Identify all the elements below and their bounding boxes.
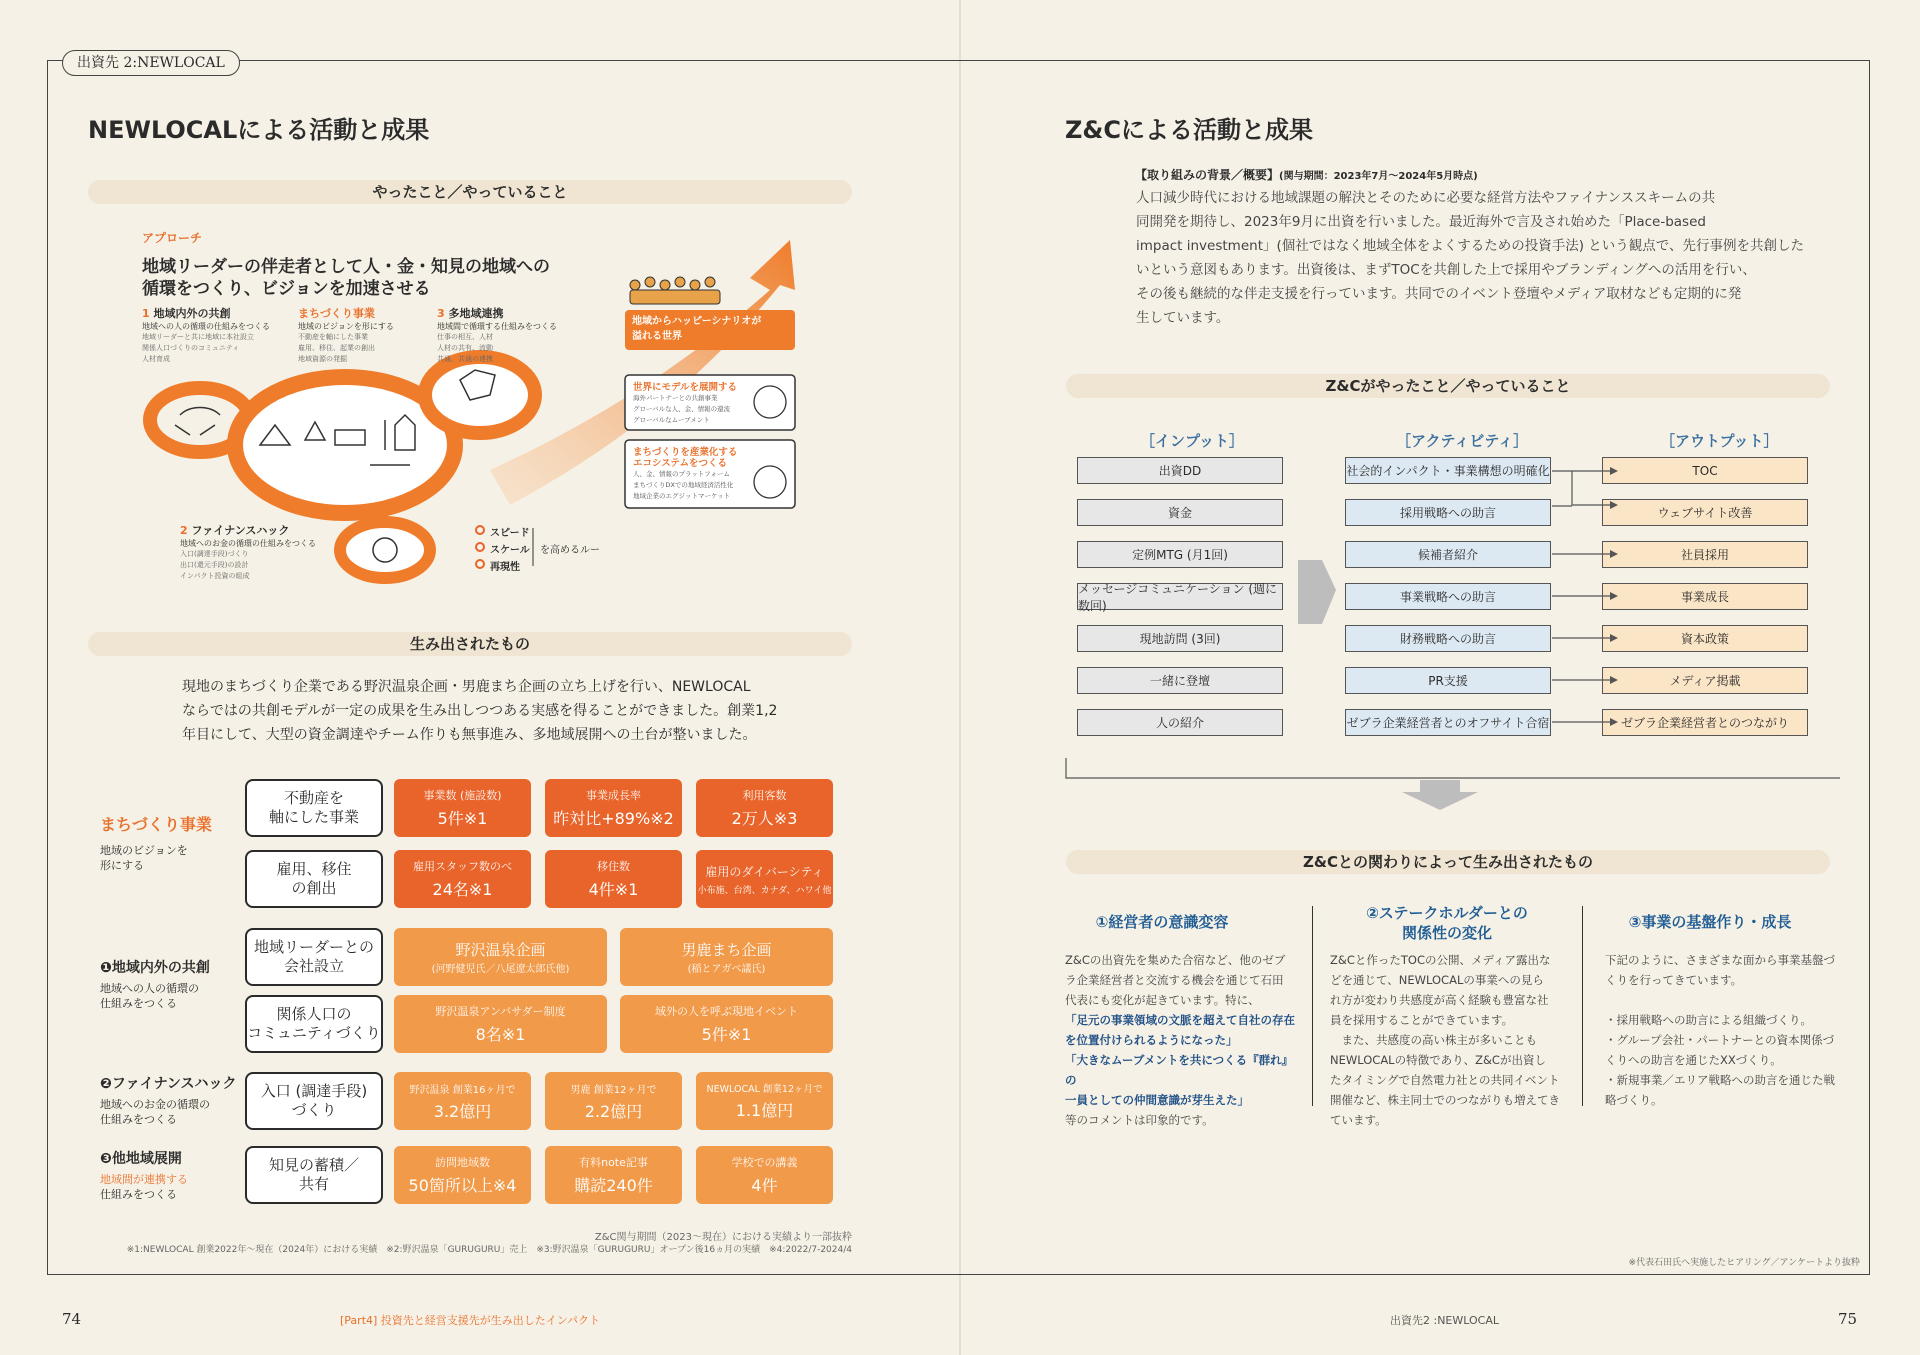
left-running-footer: [Part4] 投資先と経営支援先が生み出したインパクト xyxy=(340,1314,601,1327)
cell-3-1 xyxy=(394,928,607,986)
r3-line-3 xyxy=(1605,990,1835,1010)
eco-title-1: まちづくりを産業化する xyxy=(633,447,738,458)
output-box-2: ウェブサイト改善 xyxy=(1602,499,1808,526)
cell-1-3 xyxy=(696,779,833,837)
side-k1-s1: 地域への人の循環の xyxy=(100,982,199,995)
left-page-number: 74 xyxy=(62,1310,82,1328)
cell-2-1-title: 雇用スタッフ数のべ xyxy=(413,860,512,873)
cell-3-2-title: 男鹿まち企画 xyxy=(681,941,772,959)
cell-5-1 xyxy=(394,1072,531,1130)
cell-5-3 xyxy=(696,1072,833,1130)
bg-line-6: 生しています。 xyxy=(1136,310,1230,326)
col-output-header: ［アウトプット］ xyxy=(1660,432,1779,450)
background-heading xyxy=(1135,166,1478,183)
side-k2 xyxy=(100,1073,236,1127)
r2-line-7: たタイミングで自然電力社との共同イベント xyxy=(1330,1073,1560,1087)
r3-line-5: ・グループ会社・パートナーとの資本関係づ xyxy=(1605,1033,1835,1047)
r3-line-4: ・採用戦略への助言による組織づくり。 xyxy=(1605,1013,1812,1027)
cell-6-1-title: 訪問地域数 xyxy=(435,1156,490,1169)
eco-l3: 地域企業のエグジットマーケット xyxy=(633,492,731,500)
right-running-footer: 出資先2 :NEWLOCAL xyxy=(1390,1314,1499,1327)
r2-line-1: Z&Cと作ったTOCの公開、メディア露出な xyxy=(1330,953,1551,967)
r1-line-3: 代表にも変化が起きています。特に、 xyxy=(1065,993,1260,1007)
item2-no: 2 xyxy=(180,524,188,537)
r1-line-2: ラ企業経営者と交流する機会を通じて石田 xyxy=(1065,973,1284,987)
item2-l2: 出口(還元手段)の設計 xyxy=(180,561,249,569)
eco-l1: 人、金、情報のプラットフォーム xyxy=(633,470,730,478)
eco-text xyxy=(633,447,737,502)
item3-l3: 共通、共通の連携 xyxy=(437,355,493,363)
world-l1: 海外パートナーとの共創事業 xyxy=(633,394,718,402)
bg-line-2: 同開発を期待し、2023年9月に出資を行いました。最近海外で言及され始めた「Place-based xyxy=(1136,214,1706,230)
result-3-body xyxy=(1605,950,1835,1110)
item3-sub: 地域間で循環する仕組みをつくる xyxy=(437,322,557,331)
activity-box-2: 採用戦略への助言 xyxy=(1345,499,1551,526)
side-k2-title: ❷ファイナンスハック xyxy=(100,1076,237,1092)
left-footnote-1: Z&C関与期間（2023〜現在）における実績より一部抜粋 xyxy=(594,1232,852,1243)
r2-line-8: 開催など、株主同士でのつながりも増えてき xyxy=(1330,1093,1560,1107)
para-line-2: ならではの共創モデルが一定の成果を生み出しつつある実感を得ることができました。創業1,2 xyxy=(182,703,778,719)
side-machi xyxy=(100,812,212,873)
cell-4-2-title: 域外の人を呼ぶ現地イベント xyxy=(655,1005,798,1018)
r2-line-5: また、共感度の高い株主が多いことも xyxy=(1330,1033,1537,1047)
r1-quote-2b: 一員としての仲間意識が芽生えた」 xyxy=(1065,1093,1249,1107)
section-tag: 出資先 2:NEWLOCAL xyxy=(62,50,240,76)
cell-4-2-value: 5件※1 xyxy=(701,1025,752,1044)
r3-line-8: 略づくり。 xyxy=(1605,1093,1663,1107)
item-machi-l1: 不動産を軸にした事業 xyxy=(298,333,368,341)
approach-item-2 xyxy=(180,525,316,582)
r3-line-6: くりへの助言を通じたXXづくり。 xyxy=(1605,1053,1782,1067)
bg-line-3: impact investment」(個社ではなく地域全体をよくするための投資手法) という観点で、先行事例を共創した xyxy=(1136,238,1805,254)
r3-line-7: ・新規事業／エリア戦略への助言を通じた戦 xyxy=(1605,1073,1835,1087)
cell-1-3-title: 利用客数 xyxy=(742,789,787,802)
side-machi-s2: 形にする xyxy=(100,859,144,872)
side-k3 xyxy=(100,1148,188,1202)
cell-2-3-value: 小布施、台湾、カナダ、ハワイ他 xyxy=(697,885,832,896)
output-box-7: ゼブラ企業経営者とのつながり xyxy=(1602,709,1808,736)
cell-1-1-title: 事業数 (施設数) xyxy=(423,789,502,802)
loop-right xyxy=(425,357,535,433)
input-box-4: メッセージコミュニケーション (週に数回) xyxy=(1077,583,1283,610)
bg-line-5: その後も継続的な伴走支援を行っています。共同でのイベント登壇やメディア取材なども定期的に発 xyxy=(1136,286,1742,302)
left-footnote-2: ※1:NEWLOCAL 創業2022年〜現在（2024年）における実績 ※2:野沢温泉「GURUGURU」売上 ※3:野沢温泉「GURUGURU」オープン後16ヵ月の実績 ※4:2022/7-2024/4 xyxy=(126,1245,852,1255)
cell-2-2 xyxy=(545,850,682,908)
input-box-1: 出資DD xyxy=(1077,457,1283,484)
item1-title: 地域内外の共創 xyxy=(153,307,231,320)
r1-quote-1a: 「足元の事業領域の文脈を超えて自社の存在 xyxy=(1065,1013,1295,1027)
side-k1-s2: 仕組みをつくる xyxy=(100,997,177,1010)
cell-1-2 xyxy=(545,779,682,837)
cell-5-2-value: 2.2億円 xyxy=(584,1101,643,1121)
item3-title: 多地域連携 xyxy=(448,307,504,320)
cell-6-1 xyxy=(394,1146,531,1204)
item1-l2: 関係人口づくりのコミュニティ xyxy=(142,344,240,352)
happy-line-2: 溢れる世界 xyxy=(632,331,682,342)
cell-3-2-value: (稲とアガベ議氏) xyxy=(687,964,766,975)
flow-connectors xyxy=(1060,440,1840,830)
bg-line-4: いという意図もあります。出資後は、まずTOCを共創した上で採用やブランディングへの活用を行い、 xyxy=(1136,262,1756,278)
result-2-body xyxy=(1330,950,1560,1130)
approach-item-3 xyxy=(437,308,557,365)
result-1-heading: ①経営者の意識変容 xyxy=(1095,913,1229,931)
r1-quote-1b: を位置付けられるようになった」 xyxy=(1065,1033,1238,1047)
approach-label: アプローチ xyxy=(142,231,203,245)
activity-box-4: 事業戦略への助言 xyxy=(1345,583,1551,610)
side-k3-s1: 地域間が連携する xyxy=(100,1173,188,1186)
cell-2-3 xyxy=(696,850,833,908)
cell-1-1-value: 5件※1 xyxy=(437,809,488,828)
activity-box-7: ゼブラ企業経営者とのオフサイト合宿 xyxy=(1345,709,1551,736)
side-k2-s1: 地域へのお金の循環の xyxy=(100,1098,210,1111)
item-machi-sub: 地域のビジョンを形にする xyxy=(298,322,394,331)
item1-l3: 人材育成 xyxy=(142,355,170,363)
r3-line-1: 下記のように、さまざまな面から事業基盤づ xyxy=(1605,953,1835,967)
r2-line-4: 員を採用することができています。 xyxy=(1330,1013,1514,1027)
happy-text xyxy=(632,314,761,344)
quality-repro: 再現性 xyxy=(490,562,520,573)
col-input-header: ［インプット］ xyxy=(1140,432,1244,450)
cell-6-3 xyxy=(696,1146,833,1204)
col-activity-header: ［アクティビティ］ xyxy=(1396,432,1529,450)
cell-3-2 xyxy=(620,928,833,986)
cell-6-2-value: 購読240件 xyxy=(574,1176,653,1195)
side-machi-title: まちづくり事業 xyxy=(100,815,212,834)
cell-6-1-value: 50箇所以上※4 xyxy=(408,1176,517,1195)
item1-l1: 地域リーダーと共に地域に本社設立 xyxy=(142,333,254,341)
output-box-4: 事業成長 xyxy=(1602,583,1808,610)
input-box-3: 定例MTG (月1回) xyxy=(1077,541,1283,568)
side-k1-title: ❶地域内外の共創 xyxy=(100,960,210,976)
activity-box-5: 財務戦略への助言 xyxy=(1345,625,1551,652)
cell-4-2 xyxy=(620,995,833,1053)
col-divider-2 xyxy=(1582,906,1583,1106)
cell-6-2 xyxy=(545,1146,682,1204)
activity-box-3: 候補者紹介 xyxy=(1345,541,1551,568)
left-section1-header: やったこと／やっていること xyxy=(88,180,852,204)
cell-4-1 xyxy=(394,995,607,1053)
cell-5-2 xyxy=(545,1072,682,1130)
bg-head: 【取り組みの背景／概要】 xyxy=(1135,168,1280,182)
right-page-title: Z&Cによる活動と成果 xyxy=(1065,116,1313,144)
cell-1-2-title: 事業成長率 xyxy=(586,789,641,802)
side-machi-s1: 地域のビジョンを xyxy=(100,844,188,857)
r2-line-6: NEWLOCALの特徴であり、Z&Cが出資し xyxy=(1330,1053,1546,1067)
flow-arrow-down xyxy=(1402,780,1478,810)
cell-5-3-value: 1.1億円 xyxy=(735,1101,794,1120)
activity-box-1: 社会的インパクト・事業構想の明確化 xyxy=(1345,457,1551,484)
cell-2-2-title: 移住数 xyxy=(597,860,630,873)
cell-6-2-title: 有料note記事 xyxy=(579,1156,648,1169)
activity-box-6: PR支援 xyxy=(1345,667,1551,694)
output-box-3: 社員採用 xyxy=(1602,541,1808,568)
cell-6-3-title: 学校での講義 xyxy=(731,1156,798,1169)
world-title: 世界にモデルを展開する xyxy=(633,382,738,393)
input-box-2: 資金 xyxy=(1077,499,1283,526)
item-machi-l2: 雇用、移住、起業の創出 xyxy=(298,344,375,352)
r1-end: 等のコメントは印象的です。 xyxy=(1065,1113,1214,1127)
r3-line-2: くりを行ってきています。 xyxy=(1605,973,1743,987)
r1-line-1: Z&Cの出資先を集めた合宿など、他のゼブ xyxy=(1065,953,1286,967)
r2-heading-1: ②ステークホルダーとの xyxy=(1366,904,1528,922)
col-divider-1 xyxy=(1312,906,1313,1106)
row-label-4: 関係人口の コミュニティづくり xyxy=(245,995,383,1053)
output-box-5: 資本政策 xyxy=(1602,625,1808,652)
cell-3-1-title: 野沢温泉企画 xyxy=(455,941,546,959)
cell-2-1 xyxy=(394,850,531,908)
r2-line-3: れ方が変わり共感度が高く経験も豊富な社 xyxy=(1330,993,1549,1007)
flow-arrow-right xyxy=(1298,560,1336,624)
right-footnote: ※代表石田氏へ実施したヒアリング／アンケートより抜粋 xyxy=(1628,1258,1860,1268)
loop-bottom xyxy=(340,522,430,578)
quality-scale: スケール xyxy=(490,545,530,556)
cell-5-2-title: 男鹿 創業12ヶ月で xyxy=(570,1084,657,1096)
item2-l1: 入口(調達手段)づくり xyxy=(180,550,249,558)
item3-no: 3 xyxy=(437,307,445,320)
r2-heading-2: 関係性の変化 xyxy=(1401,924,1492,942)
approach-item-1 xyxy=(142,308,270,365)
input-box-7: 人の紹介 xyxy=(1077,709,1283,736)
cell-2-1-value: 24名※1 xyxy=(432,880,493,899)
row-label-1: 不動産を 軸にした事業 xyxy=(245,779,383,837)
left-page-title: NEWLOCALによる活動と成果 xyxy=(88,116,430,144)
r1-quote-2a: 「大きなムーブメントを共につくる『群れ』の xyxy=(1065,1053,1294,1087)
world-l2: グローバルな人、金、情報の還流 xyxy=(633,405,731,413)
background-paragraph xyxy=(1136,186,1804,330)
result-3-heading: ③事業の基盤作り・成長 xyxy=(1628,913,1792,931)
para-line-3: 年目にして、大型の資金調達やチーム作りも無事進み、多地域展開への土台が整いました。 xyxy=(182,727,757,743)
result-1-body xyxy=(1065,950,1295,1130)
side-k3-s2: 仕組みをつくる xyxy=(100,1188,177,1201)
approach-headline-1: 地域リーダーの伴走者として人・金・知見の地域への xyxy=(142,257,550,277)
eco-l2: まちづくりDXでの地域経済活性化 xyxy=(633,481,734,489)
bg-period: (関与期間：2023年7月〜2024年5月時点) xyxy=(1279,171,1478,182)
r2-line-9: ています。 xyxy=(1330,1113,1387,1127)
world-text xyxy=(633,382,737,426)
bg-line-1: 人口減少時代における地域課題の解決とそのために必要な経営方法やファイナンススキームの共 xyxy=(1136,190,1716,206)
left-section2-header: 生み出されたもの xyxy=(88,632,852,656)
input-box-5: 現地訪問 (3回) xyxy=(1077,625,1283,652)
raise-text: を高めるルー xyxy=(540,545,600,556)
item2-title: ファイナンスハック xyxy=(191,524,290,537)
approach-headline-2: 循環をつくり、ビジョンを加速させる xyxy=(142,279,431,299)
cell-3-1-value: (河野健児氏／八尾遼太郎氏他) xyxy=(431,964,570,975)
r2-line-2: どを通じて、NEWLOCALの事業への見ら xyxy=(1330,973,1544,987)
left-paragraph xyxy=(182,675,777,747)
row-label-6: 知見の蓄積／ 共有 xyxy=(245,1146,383,1204)
item-machi-l3: 地域資源の発掘 xyxy=(298,355,347,363)
quality-speed: スピード xyxy=(490,528,530,539)
right-section2-header: Z&Cとの関わりによって生み出されたもの xyxy=(1066,850,1830,874)
output-box-1: TOC xyxy=(1602,457,1808,484)
para-line-1: 現地のまちづくり企業である野沢温泉企画・男鹿まち企画の立ち上げを行い、NEWLOCAL xyxy=(182,679,751,695)
approach-item-machi xyxy=(298,308,394,365)
cell-1-1 xyxy=(394,779,531,837)
row-label-5: 入口 (調達手段) づくり xyxy=(245,1072,383,1130)
cell-5-1-value: 3.2億円 xyxy=(433,1101,492,1121)
row-label-3: 地域リーダーとの 会社設立 xyxy=(245,928,383,986)
side-k1 xyxy=(100,957,210,1011)
item3-l1: 仕事の相互、人材 xyxy=(437,333,493,341)
row-label-2: 雇用、移住 の創出 xyxy=(245,850,383,908)
item1-no: 1 xyxy=(142,307,150,320)
cell-5-3-title: NEWLOCAL 創業12ヶ月で xyxy=(706,1084,823,1095)
happy-line-1: 地域からハッピーシナリオが xyxy=(632,316,762,327)
cell-6-3-value: 4件 xyxy=(751,1176,778,1195)
cell-4-1-title: 野沢温泉アンバサダー制度 xyxy=(435,1005,566,1018)
loop-qualities xyxy=(490,525,530,576)
cell-2-2-value: 4件※1 xyxy=(588,880,639,899)
cell-1-3-value: 2万人※3 xyxy=(731,809,798,828)
cell-2-3-title: 雇用のダイバーシティ xyxy=(705,864,824,879)
world-l3: グローバルなムーブメント xyxy=(633,416,710,424)
result-2-heading xyxy=(1327,903,1567,943)
item-machi-title: まちづくり事業 xyxy=(298,307,375,320)
eco-title-2: エコシステムをつくる xyxy=(633,458,728,469)
right-page-number: 75 xyxy=(1838,1310,1858,1328)
side-k2-s2: 仕組みをつくる xyxy=(100,1113,177,1126)
output-box-6: メディア掲載 xyxy=(1602,667,1808,694)
cell-5-1-title: 野沢温泉 創業16ヶ月で xyxy=(409,1084,516,1096)
item1-sub: 地域への人の循環の仕組みをつくる xyxy=(142,322,270,331)
input-box-6: 一緒に登壇 xyxy=(1077,667,1283,694)
item3-l2: 人材の共有、流動 xyxy=(437,344,493,352)
cell-1-2-value: 昨対比+89%※2 xyxy=(553,809,674,828)
item2-l3: インパクト投資の組成 xyxy=(180,572,250,580)
right-section1-header: Z&Cがやったこと／やっていること xyxy=(1066,374,1830,398)
cell-4-1-value: 8名※1 xyxy=(475,1025,526,1044)
side-k3-title: ❸他地域展開 xyxy=(100,1151,182,1167)
item2-sub: 地域へのお金の循環の仕組みをつくる xyxy=(180,539,316,548)
